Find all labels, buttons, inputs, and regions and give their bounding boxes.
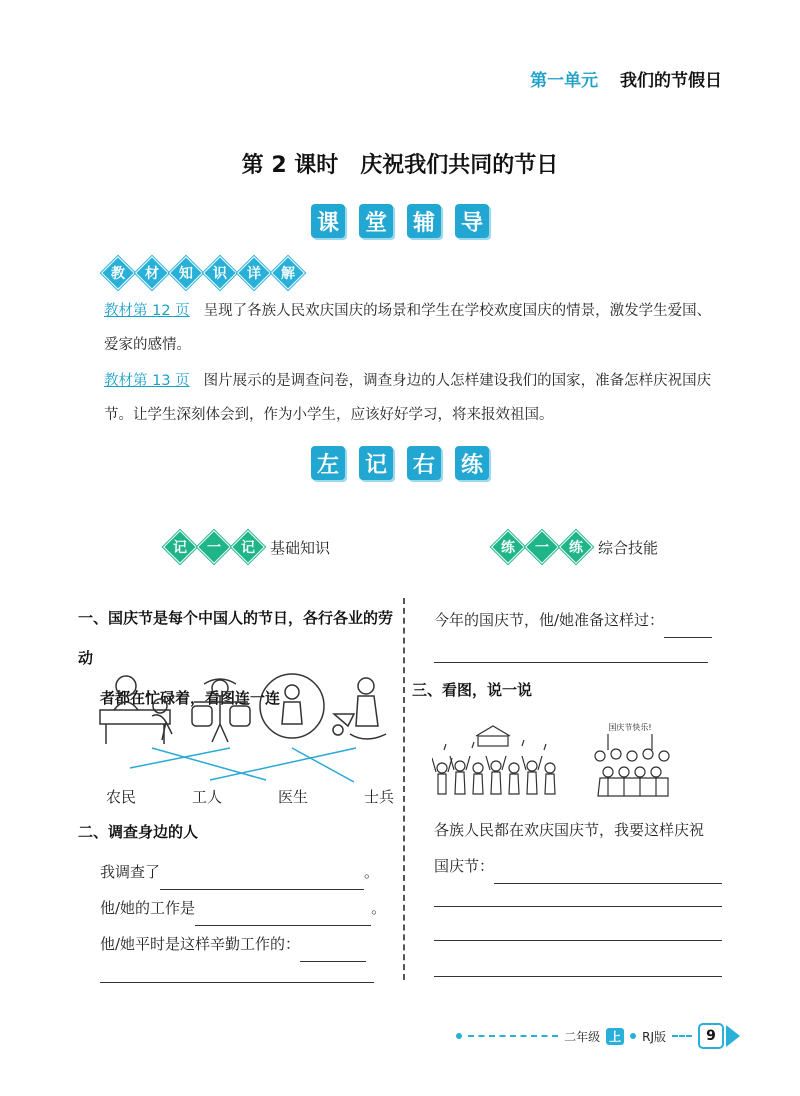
paragraph-text: 图片展示的是调查问卷，调查身边的人怎样建设我们的国家，准备怎样庆祝国庆节。让学生深刻体会到，作为小学生，应该好好学习，将来报效祖国。 — [104, 373, 712, 423]
question-1-title: 一、国庆节是每个中国人的节日，各行各业的劳动 者都在忙碌着，看图连一连 — [78, 609, 394, 707]
title-tile: 左 — [311, 446, 345, 480]
q2-line-3: 他/她平时是这样辛勤工作的： — [100, 926, 366, 962]
match-line — [292, 748, 354, 782]
page-number-box — [698, 1023, 740, 1049]
tag-diamond: 一 — [197, 530, 231, 564]
question-3-title: 三、看图，说一说 — [412, 681, 533, 699]
tag-diamond: 知 — [169, 256, 203, 290]
answer-line[interactable] — [434, 940, 722, 941]
option-worker[interactable]: 工人 — [191, 788, 222, 806]
tag-diamond: 记 — [163, 530, 197, 564]
subheader-label: 综合技能 — [598, 538, 659, 557]
term-badge: 上 — [606, 1028, 624, 1045]
doctor-head — [116, 676, 136, 696]
title-tile: 练 — [455, 446, 489, 480]
title-tile: 辅 — [407, 204, 441, 238]
tag-diamond: 解 — [271, 256, 305, 290]
unit-name: 我们的节假日 — [620, 71, 722, 91]
answer-line[interactable] — [100, 982, 374, 983]
unit-number: 第一单元 — [530, 71, 599, 91]
title-tile: 右 — [407, 446, 441, 480]
footer-dash — [468, 1035, 558, 1037]
tag-diamond: 一 — [525, 530, 559, 564]
textbook-paragraph-1 — [104, 294, 724, 362]
q3-line-2: 国庆节： — [434, 848, 722, 884]
lesson-title: 第 2 课时 庆祝我们共同的节日 — [241, 153, 559, 178]
subheader-label: 基础知识 — [270, 538, 331, 557]
question-2-title: 二、调查身边的人 — [78, 823, 199, 841]
answer-blank[interactable] — [494, 861, 722, 884]
tag-diamond: 材 — [135, 256, 169, 290]
answer-line[interactable] — [434, 662, 708, 663]
cont-line: 今年的国庆节，他/她准备这样过： — [434, 602, 712, 638]
grade-label: 二年级 — [564, 1029, 601, 1044]
page-reference-link[interactable]: 教材第 12 页 — [104, 303, 190, 319]
tag-diamond: 教 — [101, 256, 135, 290]
title-tile: 堂 — [359, 204, 393, 238]
answer-line[interactable] — [434, 976, 722, 977]
page-number: 9 — [698, 1023, 724, 1049]
q2-line-2: 他/她的工作是 。 — [100, 890, 386, 926]
option-farmer[interactable]: 农民 — [106, 788, 137, 806]
tag-diamond: 练 — [491, 530, 525, 564]
tag-diamond: 记 — [231, 530, 265, 564]
answer-blank[interactable] — [195, 903, 371, 926]
unit-header — [530, 66, 722, 91]
textbook-paragraph-2 — [104, 364, 724, 432]
tag-diamond: 详 — [237, 256, 271, 290]
answer-blank[interactable] — [160, 867, 364, 890]
section-title-classroom — [0, 204, 800, 238]
section-title-practice — [0, 446, 800, 480]
answer-blank[interactable] — [300, 939, 366, 962]
celebration-banner: 国庆节快乐! — [608, 723, 652, 732]
job-options — [100, 786, 400, 807]
tag-diamond: 识 — [203, 256, 237, 290]
q2-line-1: 我调查了 。 — [100, 854, 379, 890]
knowledge-tag — [102, 258, 304, 288]
page-footer — [456, 1023, 740, 1049]
paragraph-text: 呈现了各族人民欢庆国庆的场景和学生在学校欢度国庆的情景，激发学生爱国、爱家的感情。 — [104, 303, 712, 353]
option-soldier[interactable]: 士兵 — [363, 788, 394, 806]
title-tile: 导 — [455, 204, 489, 238]
crowd-left — [432, 726, 555, 794]
right-subheader — [492, 532, 658, 562]
title-tile: 记 — [359, 446, 393, 480]
edition-label: RJ版 — [642, 1029, 666, 1044]
tag-diamond: 练 — [559, 530, 593, 564]
arrow-right-icon — [726, 1025, 740, 1047]
answer-line[interactable] — [434, 906, 722, 907]
q3-line-1: 各族人民都在欢庆国庆节，我要这样庆祝 — [434, 821, 705, 839]
match-line — [210, 748, 356, 780]
celebration-illustration — [432, 716, 672, 800]
desk — [100, 710, 170, 724]
footer-dash — [672, 1035, 692, 1037]
left-subheader — [164, 532, 330, 562]
title-tile: 课 — [311, 204, 345, 238]
column-divider — [403, 598, 405, 980]
option-doctor[interactable]: 医生 — [277, 788, 308, 806]
page-reference-link[interactable]: 教材第 13 页 — [104, 373, 190, 389]
answer-blank[interactable] — [664, 615, 712, 638]
footer-dot-icon — [630, 1033, 636, 1039]
footer-dot-icon — [456, 1033, 462, 1039]
